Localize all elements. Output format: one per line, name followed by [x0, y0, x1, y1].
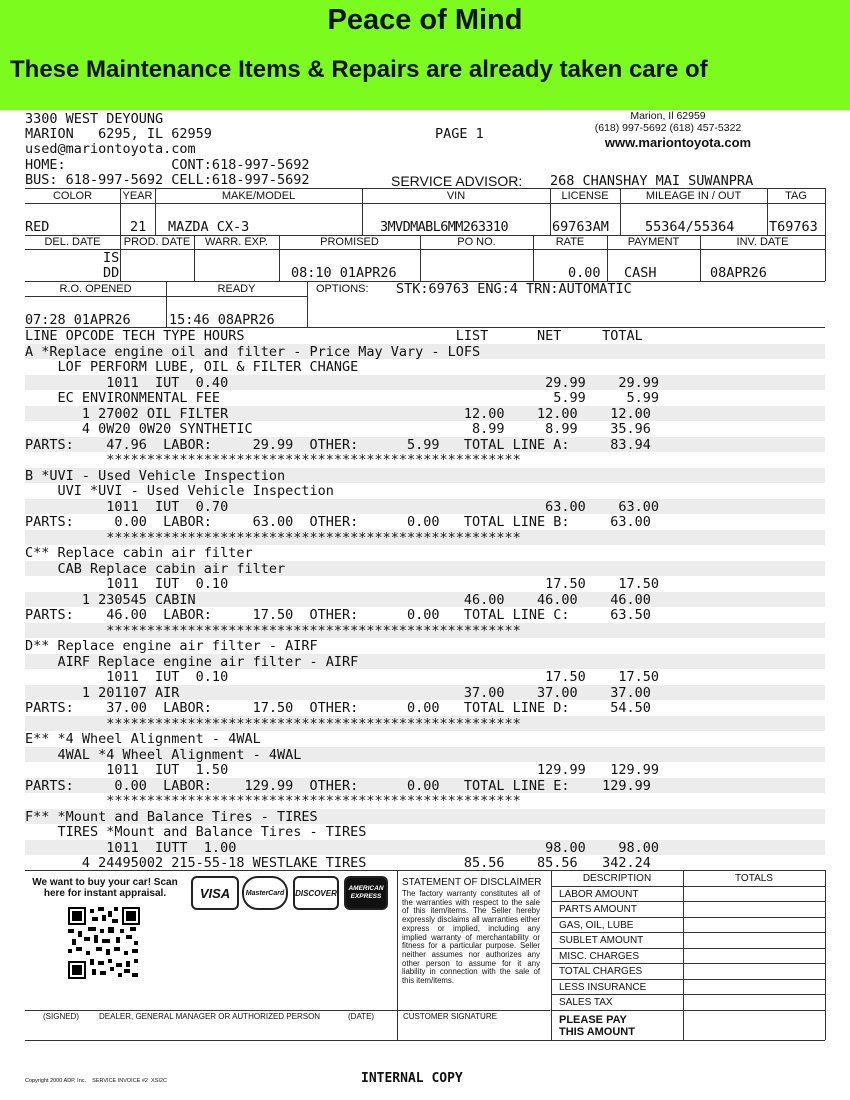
misc-charges-label: MISC. CHARGES — [559, 951, 640, 962]
dealer-signature-label: DEALER, GENERAL MANAGER OR AUTHORIZED PERSON — [99, 1012, 321, 1021]
col-prod-date: PROD. DATE — [123, 236, 191, 248]
col-year: YEAR — [122, 190, 153, 202]
options-header: OPTIONS: — [316, 283, 369, 295]
less-insurance-label: LESS INSURANCE — [559, 982, 647, 993]
banner-title: Peace of Mind — [327, 4, 523, 36]
qr-code-icon[interactable] — [68, 907, 140, 979]
internal-copy-label: INTERNAL COPY — [361, 1071, 463, 1086]
line-row: E** *4 Wheel Alignment - 4WAL — [25, 731, 261, 747]
ro-opened-header: R.O. OPENED — [59, 283, 132, 295]
mastercard-logo: MasterCard — [242, 876, 288, 910]
line-row: 1011 IUT 0.10 17.50 17.50 — [25, 669, 659, 685]
col-inv-date: INV. DATE — [736, 236, 789, 248]
separator-row: *************************************************** — [25, 452, 521, 468]
vehicle-mileage: 55364/55364 — [645, 219, 735, 235]
sublet-amount-label: SUBLET AMOUNT — [559, 935, 644, 946]
line-row: D** Replace engine air filter - AIRF — [25, 638, 318, 654]
line-row: F** *Mount and Balance Tires - TIRES — [25, 808, 318, 825]
col-warr-exp: WARR. EXP. — [205, 236, 268, 248]
visa-logo: VISA — [191, 876, 239, 910]
inv-date-value: 08APR26 — [710, 265, 767, 281]
vehicle-license: 69763AM — [552, 219, 609, 235]
col-promised: PROMISED — [320, 236, 379, 248]
vehicle-tag: T69763 — [769, 219, 818, 235]
dealer-website: www.mariontoyota.com — [604, 135, 752, 150]
line-total-row: PARTS: 47.96 LABOR: 29.99 OTHER: 5.99 TOTAL LINE A: 83.94 — [25, 436, 651, 453]
sales-tax-label: SALES TAX — [559, 997, 613, 1008]
vehicle-color: RED — [25, 219, 50, 235]
customer-email: used@mariontoyota.com — [25, 141, 196, 157]
this-amount-label: THIS AMOUNT — [559, 1026, 635, 1038]
description-header: DESCRIPTION — [582, 873, 652, 884]
col-make-model: MAKE/MODEL — [221, 190, 296, 202]
vehicle-make-model: MAZDA CX-3 — [168, 219, 250, 235]
separator-row: *************************************************** — [25, 715, 521, 732]
options-value: STK:69763 ENG:4 TRN:AUTOMATIC — [396, 281, 632, 297]
vehicle-year: 21 — [130, 219, 147, 235]
dealer-phones: (618) 997-5692 (618) 457-5322 — [594, 122, 742, 134]
rate-value: 0.00 — [568, 265, 601, 281]
ro-ready-header: READY — [217, 283, 256, 295]
ro-opened-value: 07:28 01APR26 — [25, 312, 131, 328]
line-row: 1 27002 OIL FILTER 12.00 12.00 12.00 — [25, 405, 651, 422]
line-row: 1011 IUT 0.10 17.50 17.50 — [25, 576, 659, 592]
line-row: 4 0W20 0W20 SYNTHETIC 8.99 8.99 35.96 — [25, 421, 651, 437]
disclaimer-body: The factory warranty constitutes all of the warranties with respect to the sale of this item/items. The Seller hereby expressly disclaims all warranties either express or implied, including any implied warranty of merchantability or fitness for a particular purpose. Seller neither assumes nor authorizes any other person to assume for it any liability in connection with the sale of this item/items. — [402, 889, 540, 986]
total-charges-label: TOTAL CHARGES — [559, 966, 643, 977]
line-total-row: PARTS: 0.00 LABOR: 129.99 OTHER: 0.00 TOTAL LINE E: 129.99 — [25, 777, 651, 794]
disclaimer-title: STATEMENT OF DISCLAIMER — [402, 877, 542, 888]
col-po-no: PO NO. — [457, 236, 496, 248]
customer-bus: BUS: 618-997-5692 CELL:618-997-5692 — [25, 172, 310, 188]
line-row: 1011 IUT 0.40 29.99 29.99 — [25, 374, 659, 391]
line-total-row: PARTS: 37.00 LABOR: 17.50 OTHER: 0.00 TOTAL LINE D: 54.50 — [25, 700, 651, 716]
signed-label: (SIGNED) — [43, 1012, 79, 1021]
promised-value: 08:10 01APR26 — [291, 265, 397, 281]
line-total-row: PARTS: 0.00 LABOR: 63.00 OTHER: 0.00 TOTAL LINE B: 63.00 — [25, 514, 651, 530]
service-advisor-label: SERVICE ADVISOR: — [391, 173, 523, 189]
date-label: (DATE) — [348, 1012, 375, 1021]
service-advisor-value: 268 CHANSHAY MAI SUWANPRA — [550, 173, 754, 189]
totals-header: TOTALS — [735, 873, 773, 884]
separator-row: *************************************************** — [25, 622, 521, 639]
line-row: 1011 IUT 0.70 63.00 63.00 — [25, 498, 659, 515]
banner-subtitle: These Maintenance Items & Repairs are already taken care of — [10, 56, 708, 83]
line-row: B *UVI - Used Vehicle Inspection — [25, 467, 286, 484]
line-row: A *Replace engine oil and filter - Price May Vary - LOFS — [25, 343, 481, 360]
gas-oil-lube-label: GAS, OIL, LUBE — [559, 920, 634, 931]
line-total-row: PARTS: 46.00 LABOR: 17.50 OTHER: 0.00 TOTAL LINE C: 63.50 — [25, 607, 651, 623]
line-row: C** Replace cabin air filter — [25, 545, 253, 561]
line-row: 4 24495002 215-55-18 WESTLAKE TIRES 85.56 85.56 342.24 — [25, 855, 651, 871]
separator-row: *************************************************** — [25, 529, 521, 546]
dealer-city: Marion, Il 62959 — [630, 110, 706, 122]
line-row: TIRES *Mount and Balance Tires - TIRES — [25, 824, 367, 840]
parts-amount-label: PARTS AMOUNT — [559, 904, 637, 915]
line-row: LOF PERFORM LUBE, OIL & FILTER CHANGE — [25, 359, 359, 375]
please-pay-label: PLEASE PAY — [559, 1014, 627, 1026]
del-date-line-1: IS — [103, 250, 120, 266]
lines-header: LINE OPCODE TECH TYPE HOURS LIST NET TOTAL — [25, 328, 643, 344]
customer-city: MARION 6295, IL 62959 — [25, 126, 212, 142]
customer-signature-label: CUSTOMER SIGNATURE — [403, 1012, 497, 1021]
del-date-line-2: DD — [103, 265, 120, 281]
col-license: LICENSE — [561, 190, 609, 202]
col-color: COLOR — [52, 190, 93, 202]
line-row: 1011 IUT 1.50 129.99 129.99 — [25, 762, 659, 778]
col-mileage: MILEAGE IN / OUT — [645, 190, 742, 202]
ro-ready-value: 15:46 08APR26 — [169, 312, 275, 328]
line-row: CAB Replace cabin air filter — [25, 560, 286, 577]
page-number: PAGE 1 — [435, 126, 484, 142]
customer-address: 3300 WEST DEYOUNG — [25, 111, 164, 127]
copyright-notice: Copyright 2000 ADP, Inc. SERVICE INVOICE #2 XSI2C — [25, 1078, 167, 1084]
discover-logo: DISCOVER — [293, 876, 339, 910]
line-row: EC ENVIRONMENTAL FEE 5.99 5.99 — [25, 390, 659, 406]
separator-row: *************************************************** — [25, 793, 521, 809]
header-banner — [0, 0, 850, 110]
line-row: 4WAL *4 Wheel Alignment - 4WAL — [25, 746, 302, 763]
col-payment: PAYMENT — [627, 236, 680, 248]
line-row: 1 201107 AIR 37.00 37.00 37.00 — [25, 684, 651, 701]
col-tag: TAG — [785, 190, 807, 202]
col-vin: VIN — [446, 190, 466, 202]
col-rate: RATE — [555, 236, 585, 248]
customer-home: HOME: CONT:618-997-5692 — [25, 157, 310, 173]
line-row: UVI *UVI - Used Vehicle Inspection — [25, 483, 334, 499]
line-row: 1 230545 CABIN 46.00 46.00 46.00 — [25, 591, 651, 608]
payment-value: CASH — [624, 265, 657, 281]
vehicle-vin: 3MVDMABL6MM263310 — [380, 219, 508, 235]
line-row: AIRF Replace engine air filter - AIRF — [25, 653, 359, 670]
buy-car-text: We want to buy your car! Scan here for instant appraisal. — [32, 877, 178, 899]
line-row: 1011 IUTT 1.00 98.00 98.00 — [25, 839, 659, 856]
amex-logo: AMERICAN EXPRESS — [344, 876, 388, 910]
col-del-date: DEL. DATE — [44, 236, 101, 248]
labor-amount-label: LABOR AMOUNT — [559, 889, 639, 900]
